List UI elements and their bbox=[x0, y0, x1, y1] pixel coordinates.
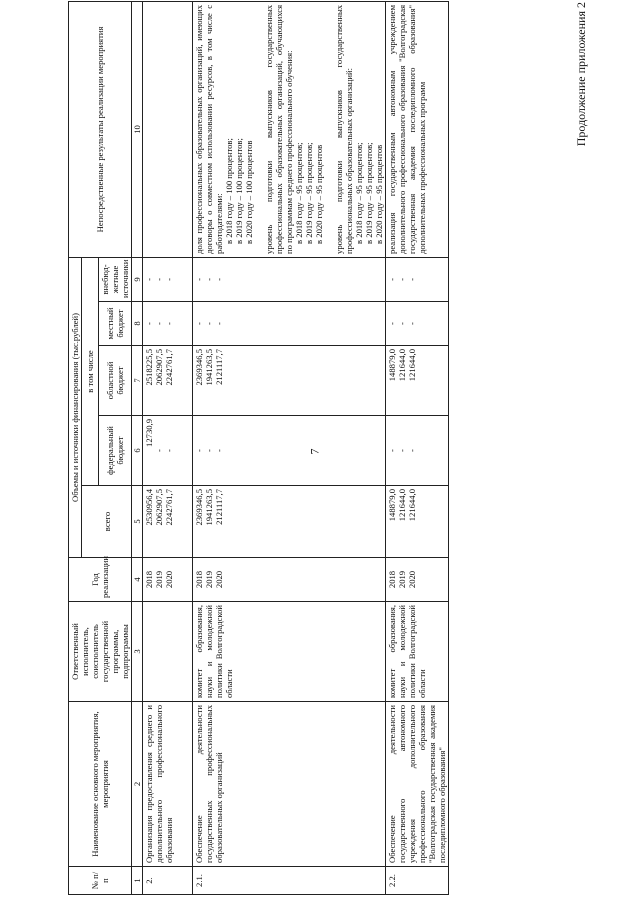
regional-value: 2518225,5 bbox=[144, 349, 154, 386]
result-text: в 2020 году – 95 процентов bbox=[374, 144, 384, 244]
local-value: - bbox=[204, 322, 214, 325]
regional-value: 148879,0 bbox=[387, 349, 397, 382]
year-value: 2019 bbox=[204, 570, 214, 589]
federal-value: - bbox=[214, 449, 224, 452]
offbudget-value: - bbox=[214, 278, 224, 281]
column-number: 9 bbox=[132, 257, 143, 301]
offbudget-value: - bbox=[164, 278, 174, 281]
local-cell bbox=[143, 302, 193, 346]
year-value: 2018 bbox=[194, 570, 204, 589]
federal-value: - bbox=[154, 449, 164, 452]
activity-name: Обеспечение деятельности государственного автономного учреждения дополнительного профессионального образования "Волгоградская государственная академия последипломного образования" bbox=[386, 702, 449, 867]
result-text: в 2018 году – 95 процентов; bbox=[354, 142, 364, 244]
column-number: 3 bbox=[132, 602, 143, 702]
year-value: 2020 bbox=[164, 570, 174, 589]
offbudget-value: - bbox=[407, 278, 417, 281]
column-number: 5 bbox=[132, 486, 143, 558]
header-regional: областной бюджет bbox=[99, 346, 132, 416]
local-value: - bbox=[214, 322, 224, 325]
header-federal: федеральный бюджет bbox=[99, 416, 132, 486]
column-number: 1 bbox=[132, 867, 143, 895]
column-number: 7 bbox=[132, 346, 143, 416]
column-number: 6 bbox=[132, 416, 143, 486]
result-text: уровень подготовки выпускников государственных профессиональных образовательных организаций: bbox=[334, 4, 354, 254]
offbudget-cell bbox=[193, 257, 386, 301]
header-total: всего bbox=[82, 486, 132, 558]
federal-value: - bbox=[407, 449, 417, 452]
result-text: реализация государственным автономным учреждением дополнительного профессионального образования "Волгоградская государственная академия последипломного образования" дополнительных профессиональных программ bbox=[387, 4, 427, 254]
regional-value: 1941263,5 bbox=[204, 349, 214, 386]
offbudget-value: - bbox=[154, 278, 164, 281]
column-number: 8 bbox=[132, 302, 143, 346]
federal-cell bbox=[193, 416, 386, 486]
offbudget-value: - bbox=[397, 278, 407, 281]
years-cell bbox=[386, 558, 449, 602]
result-text: в 2018 году – 100 процентов; bbox=[224, 138, 234, 244]
rotated-page-content bbox=[68, 2, 588, 895]
offbudget-cell bbox=[143, 257, 193, 301]
total-value: 2242761,7 bbox=[164, 489, 174, 526]
table-row bbox=[193, 1, 386, 894]
regional-value: 121644,0 bbox=[407, 349, 417, 382]
regional-value: 2369346,5 bbox=[194, 349, 204, 386]
table-header bbox=[69, 1, 143, 894]
local-cell bbox=[193, 302, 386, 346]
total-value: 2121117,7 bbox=[214, 489, 224, 525]
local-value: - bbox=[144, 322, 154, 325]
year-value: 2019 bbox=[397, 570, 407, 589]
total-cell bbox=[143, 486, 193, 558]
total-cell bbox=[193, 486, 386, 558]
year-value: 2018 bbox=[144, 570, 154, 589]
program-activities-table bbox=[68, 1, 449, 895]
offbudget-value: - bbox=[387, 278, 397, 281]
regional-value: 2121117,7 bbox=[214, 349, 224, 385]
header-no: № п/п bbox=[69, 867, 132, 895]
header-results: Непосредственные результаты реализации мероприятия bbox=[69, 1, 132, 257]
year-value: 2018 bbox=[387, 570, 397, 589]
executor: комитет образования, науки и молодежной политики Волгоградской области bbox=[193, 602, 386, 702]
total-value: 121644,0 bbox=[397, 489, 407, 522]
federal-value: - bbox=[387, 449, 397, 452]
federal-value: - bbox=[204, 449, 214, 452]
local-value: - bbox=[387, 322, 397, 325]
result-text: доля профессиональных образовательных организаций, имеющих договоры о совместном использовании ресурсов, в том числе с работодателями: bbox=[194, 4, 224, 254]
total-value: 121644,0 bbox=[407, 489, 417, 522]
row-number: 2.2. bbox=[386, 867, 449, 895]
result-text: в 2020 году – 95 процентов bbox=[314, 144, 324, 244]
local-value: - bbox=[154, 322, 164, 325]
local-value: - bbox=[164, 322, 174, 325]
regional-cell bbox=[193, 346, 386, 416]
year-value: 2019 bbox=[154, 570, 164, 589]
executor: комитет образования, науки и молодежной политики Волгоградской области bbox=[386, 602, 449, 702]
year-value: 2020 bbox=[407, 570, 417, 589]
result-text: уровень подготовки выпускников государственных профессиональных образовательных организаций, обучающихся по программам среднего профессионального обучения: bbox=[264, 4, 294, 254]
header-executor: Ответственный исполнитель, соисполнитель государственной программы, подпрограммы bbox=[69, 602, 132, 702]
activity-name: Обеспечение деятельности государственных профессиональных образовательных организаций bbox=[193, 702, 386, 867]
total-value: 1941263,5 bbox=[204, 489, 214, 526]
result-text: в 2020 году – 100 процентов bbox=[244, 140, 254, 244]
federal-value: 12730,9 bbox=[144, 419, 154, 447]
total-value: 2062907,5 bbox=[154, 489, 164, 526]
results-cell bbox=[193, 1, 386, 257]
column-number: 2 bbox=[132, 702, 143, 867]
federal-value: - bbox=[194, 449, 204, 452]
header-local: местный бюджет bbox=[99, 302, 132, 346]
header-year: Год реализации bbox=[69, 558, 132, 602]
years-cell bbox=[193, 558, 386, 602]
local-cell bbox=[386, 302, 449, 346]
regional-value: 2062907,5 bbox=[154, 349, 164, 386]
column-number-row bbox=[132, 1, 143, 894]
table-row bbox=[386, 1, 449, 894]
header-offbudget: внебюд-жетные источники bbox=[99, 257, 132, 301]
offbudget-value: - bbox=[204, 278, 214, 281]
year-value: 2020 bbox=[214, 570, 224, 589]
local-value: - bbox=[194, 322, 204, 325]
total-value: 2369346,5 bbox=[194, 489, 204, 526]
offbudget-value: - bbox=[144, 278, 154, 281]
federal-cell bbox=[143, 416, 193, 486]
executor bbox=[143, 602, 193, 702]
header-funding: Объемы и источники финансирования (тыс.рублей) bbox=[69, 257, 82, 557]
results-cell bbox=[143, 1, 193, 257]
regional-value: 121644,0 bbox=[397, 349, 407, 382]
header-name: Наименование основного мероприятия, мероприятия bbox=[69, 702, 132, 867]
offbudget-cell bbox=[386, 257, 449, 301]
column-number: 4 bbox=[132, 558, 143, 602]
column-number: 10 bbox=[132, 1, 143, 257]
federal-value: - bbox=[164, 449, 174, 452]
federal-cell bbox=[386, 416, 449, 486]
offbudget-value: - bbox=[194, 278, 204, 281]
activity-name: Организация предоставления среднего и дополнительного профессионального образования bbox=[143, 702, 193, 867]
result-text: в 2019 году – 95 процентов; bbox=[364, 142, 374, 244]
results-cell bbox=[386, 1, 449, 257]
total-cell bbox=[386, 486, 449, 558]
page-number: 7 bbox=[307, 448, 322, 455]
header-including: в том числе bbox=[82, 257, 99, 485]
local-value: - bbox=[407, 322, 417, 325]
total-value: 148879,0 bbox=[387, 489, 397, 522]
years-cell bbox=[143, 558, 193, 602]
regional-cell bbox=[143, 346, 193, 416]
result-text: в 2018 году – 95 процентов; bbox=[294, 142, 304, 244]
regional-cell bbox=[386, 346, 449, 416]
result-text: в 2019 году – 100 процентов; bbox=[234, 138, 244, 244]
federal-value: - bbox=[397, 449, 407, 452]
row-number: 2. bbox=[143, 867, 193, 895]
total-value: 2530956,4 bbox=[144, 489, 154, 526]
local-value: - bbox=[397, 322, 407, 325]
result-text: в 2019 году – 95 процентов; bbox=[304, 142, 314, 244]
appendix-label: Продолжение приложения 2 bbox=[574, 2, 588, 147]
table-row bbox=[143, 1, 193, 894]
row-number: 2.1. bbox=[193, 867, 386, 895]
regional-value: 2242761,7 bbox=[164, 349, 174, 386]
